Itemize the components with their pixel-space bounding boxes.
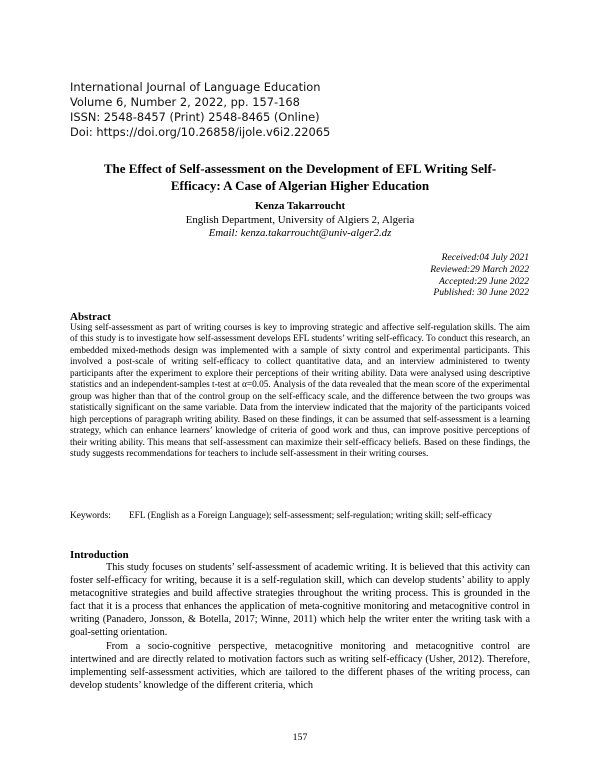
page-number: 157 [292, 732, 308, 743]
date-reviewed: Reviewed:29 March 2022 [430, 263, 529, 275]
author-name: Kenza Takarroucht [254, 200, 346, 212]
introduction-heading: Introduction [70, 549, 129, 561]
article-title: The Effect of Self-assessment on the Development of EFL Writing Self-Efficacy: A Case of Algerian Higher Education [103, 161, 497, 193]
journal-volume: Volume 6, Number 2, 2022, pp. 157-168 [70, 95, 300, 109]
keywords-block [70, 511, 530, 523]
article-dates [309, 252, 529, 299]
introduction-paragraph: This study focuses on students’ self-assessment of academic writing. It is believed that this activity can foster self-efficacy for writing, because it is a self-regulation skill, which can develop students’ ability to apply metacognitive strategies and build affective strategies throughout the writing process. This is grounded in the fact that it is a process that enhances the application of meta-cognitive monitoring and metacognitive control in writing (Panadero, Jonsson, & Botella, 2017; Winne, 2011) which help the writer enter the writing task with a goal-setting orientation. [70, 562, 530, 639]
abstract-text: Using self-assessment as part of writing courses is key to improving strategic and affective self-regulation skills. The aim of this study is to investigate how self-assessment develops EFL students’ writing self-efficacy. To conduct this research, an embedded mixed-methods design was implemented with a sample of sixty control and experimental participants. This involved a post-scale of writing self-efficacy to collect quantitative data, and an interview administered to twenty participants after the experiment to explore their perceptions of their writing ability. Data were analysed using descriptive statistics and an independent-samples t-test at α=0.05. Analysis of the data revealed that the mean score of the experimental group was higher than that of the control group on the self-efficacy scale, and the difference between the two groups was statistically significant on the same variable. Data from the interview indicated that the majority of the participants voiced high perceptions of paragraph writing ability. Based on these findings, it can be assumed that self-assessment is a learning strategy, which can enhance learners’ knowledge of criteria of good work and thus, can improve positive perceptions of their writing ability. This means that self-assessment can maximize their self-efficacy beliefs. Based on these findings, the study suggests recommendations for teachers to include self-assessment in their writing courses. [70, 323, 531, 459]
date-accepted: Accepted:29 June 2022 [438, 275, 529, 287]
journal-header [70, 80, 490, 140]
introduction-paragraph: From a socio-cognitive perspective, metacognitive monitoring and metacognitive control are intertwined and are directly related to motivation factors such as writing self-efficacy (Usher, 2012). Therefore, implementing self-assessment activities, which are tailored to the different phases of the writing process, can develop students’ knowledge of the different criteria, which [70, 640, 530, 691]
date-received: Received:04 July 2021 [441, 252, 529, 263]
author-block [70, 200, 530, 241]
introduction-body [70, 561, 530, 692]
keywords-text: EFL (English as a Foreign Language); self-assessment; self-regulation; writing skill; self-efficacy [129, 511, 492, 521]
date-published: Published: 30 June 2022 [433, 287, 529, 299]
abstract-heading: Abstract [70, 311, 111, 323]
journal-name: International Journal of Language Education [70, 80, 321, 94]
keywords-label: Keywords: [70, 511, 111, 521]
journal-doi[interactable]: Doi: https://doi.org/10.26858/ijole.v6i2.22065 [70, 125, 331, 139]
author-affiliation: English Department, University of Algiers 2, Algeria [185, 213, 415, 226]
journal-issn: ISSN: 2548-8457 (Print) 2548-8465 (Online) [70, 110, 320, 124]
author-email[interactable]: Email: kenza.takarroucht@univ-alger2.dz [208, 227, 392, 239]
